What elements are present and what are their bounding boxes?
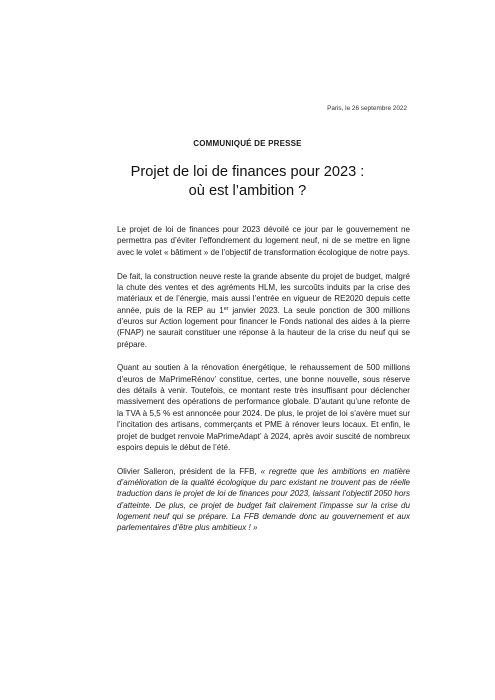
paragraph-text: De fait, la construction neuve reste la grande absente du projet de budget, malgré la chute des ventes et des agréments HLM, les surcoûts induits par la crise des matériaux et de l’énergie, mais aussi l’entrée en vigueur de RE2020 depuis cette année, puis de la REP au 1	[117, 271, 410, 315]
paragraph-quote	[117, 466, 410, 534]
paragraph-renovation: Quant au soutien à la rénovation énergétique, le rehaussement de 500 millions d’euros de MaPrimeRénov’ constitue, certes, une bonne nouvelle, sous réserve des détails à venir. Toutefois, ce montant reste très insuffisant pour déclencher massivement des opérations de performance globale. D’autant qu’une refonte de la TVA à 5,5 % est annoncée pour 2024. De plus, le projet de loi s’avère muet sur l’incitation des artisans, commerçants et PME à rénover leurs locaux. Et enfin, le projet de budget renvoie MaPrimeAdapt’ à 2024, après avoir suscité de nombreux espoirs depuis le début de l’été.	[117, 363, 410, 452]
paragraph-text: janvier 2023. La seule ponction de 300 millions d’euros sur Action logement pour financer le Fonds national des aides à la pierre (FNAP) ne saurait constituer une réponse à la hauteur de la crise du neuf qui se prépare.	[117, 305, 411, 349]
title-line-1: Projet de loi de finances pour 2023 :	[130, 164, 365, 180]
document-date: Paris, le 26 septembre 2022	[327, 105, 407, 112]
paragraph-intro: Le projet de loi de finances pour 2023 dévoilé ce jour par le gouvernement ne permettra pas d’éviter l’effondrement du logement neuf, ni de se mettre en ligne avec le volet « bâtiment » de l’objectif de transformation écologique de notre pays.	[117, 225, 410, 257]
document-title	[0, 163, 495, 201]
title-line-2: où est l’ambition ?	[188, 183, 307, 199]
press-release-label: COMMUNIQUÉ DE PRESSE	[193, 139, 302, 148]
quote-text: « regrette que les ambitions en matière d’amélioration de la qualité écologique du parc existant ne trouvent pas de réelle traduction dans le projet de loi de finances pour 2023, laissant l’objectif 2050 hors d’atteinte. De plus, ce projet de budget fait clairement l’impasse sur la crise du logement neuf qui se prépare. La FFB demande donc au gouvernement et aux parlementaires d’être plus ambitieux ! »	[117, 466, 410, 533]
quote-attribution: Olivier Salleron, président de la FFB,	[117, 466, 261, 476]
paragraph-new-construction	[117, 271, 410, 350]
superscript: er	[223, 305, 229, 312]
document-body	[117, 224, 410, 534]
